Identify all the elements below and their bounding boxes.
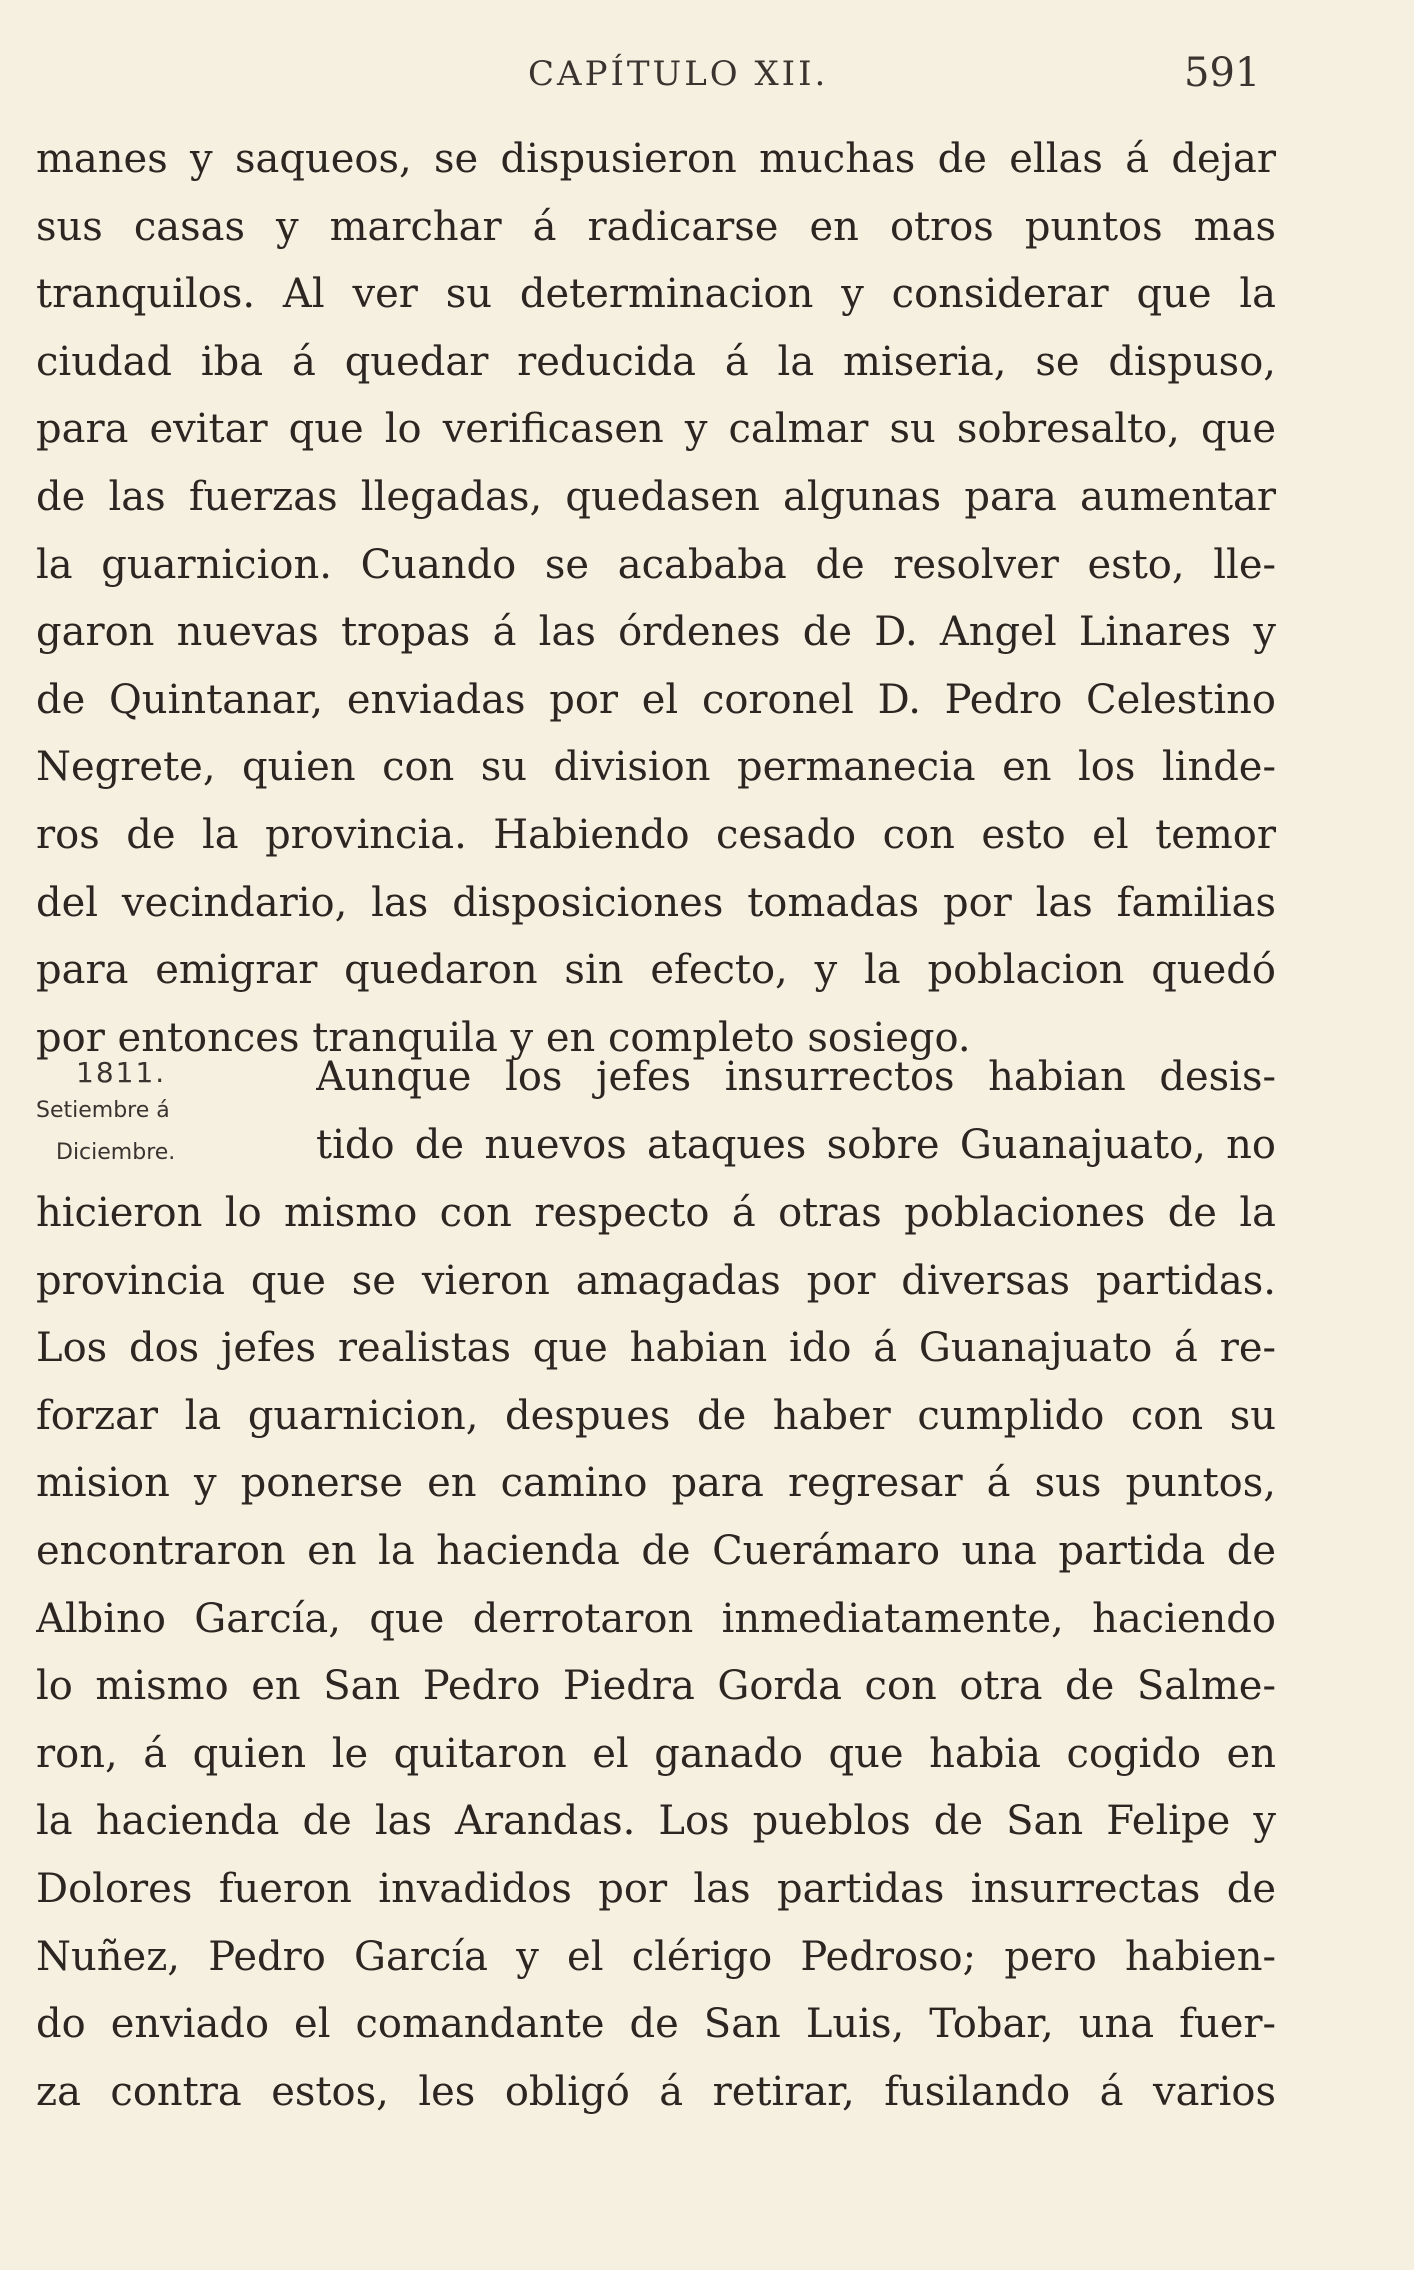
text-line: Negrete, quien con su division permanecia en los linde- [36, 744, 1276, 791]
text-line: de Quintanar, enviadas por el coronel D. Pedro Celestino [36, 676, 1276, 723]
text-line: de las fuerzas llegadas, quedasen algunas para aumentar [36, 473, 1276, 520]
page-number: 591 [1184, 50, 1261, 96]
text-line: ros de la provincia. Habiendo cesado con esto el temor [36, 811, 1276, 858]
text-line: para evitar que lo verificasen y calmar su sobresalto, que [36, 406, 1276, 453]
text-line: por entonces tranquila y en completo sosiego. [36, 1014, 971, 1061]
text-line: Albino García, que derrotaron inmediatamente, haciendo [36, 1595, 1276, 1642]
text-line: Nuñez, Pedro García y el clérigo Pedroso; pero habien- [36, 1933, 1276, 1980]
text-line: lo mismo en San Pedro Piedra Gorda con otra de Salme- [36, 1663, 1276, 1710]
hanging-text-line: tido de nuevos ataques sobre Guanajuato, no [316, 1122, 1276, 1168]
running-head: CAPÍTULO XII. [528, 54, 829, 94]
margin-note-line: Setiembre á [36, 1098, 170, 1123]
text-line: encontraron en la hacienda de Cuerámaro una partida de [36, 1527, 1276, 1574]
text-line: ciudad iba á quedar reducida á la miseria, se dispuso, [36, 338, 1276, 385]
text-line: manes y saqueos, se dispusieron muchas de ellas á dejar [36, 136, 1276, 182]
text-line: mision y ponerse en camino para regresar á sus puntos, [36, 1460, 1276, 1507]
text-line: za contra estos, les obligó á retirar, fusilando á varios [36, 2068, 1276, 2115]
margin-note-line: Diciembre. [56, 1140, 176, 1165]
text-line: para emigrar quedaron sin efecto, y la poblacion quedó [36, 947, 1276, 994]
text-line: provincia que se vieron amagadas por diversas partidas. [36, 1257, 1276, 1304]
text-line: la hacienda de las Arandas. Los pueblos de San Felipe y [36, 1798, 1276, 1845]
text-line: Los dos jefes realistas que habian ido á Guanajuato á re- [36, 1325, 1276, 1372]
text-line: del vecindario, las disposiciones tomadas por las familias [36, 879, 1276, 926]
text-line: ron, á quien le quitaron el ganado que habia cogido en [36, 1730, 1276, 1777]
text-line: Dolores fueron invadidos por las partidas insurrectas de [36, 1865, 1276, 1912]
text-line: sus casas y marchar á radicarse en otros puntos mas [36, 203, 1276, 250]
margin-note [36, 1050, 286, 1180]
text-line: tranquilos. Al ver su determinacion y considerar que la [36, 271, 1276, 318]
text-line: garon nuevas tropas á las órdenes de D. Angel Linares y [36, 609, 1276, 656]
hanging-text-line: Aunque los jefes insurrectos habian desis- [316, 1054, 1276, 1100]
text-line: forzar la guarnicion, despues de haber cumplido con su [36, 1392, 1276, 1439]
paragraph-2 [36, 1180, 1276, 2126]
text-line: do enviado el comandante de San Luis, Tobar, una fuer- [36, 2001, 1276, 2048]
text-line: hicieron lo mismo con respecto á otras poblaciones de la [36, 1190, 1276, 1236]
page-header [0, 48, 1414, 108]
margin-note-year: 1811. [76, 1056, 167, 1089]
paragraph-1 [36, 126, 1276, 1072]
text-line: la guarnicion. Cuando se acababa de resolver esto, lle- [36, 541, 1276, 588]
